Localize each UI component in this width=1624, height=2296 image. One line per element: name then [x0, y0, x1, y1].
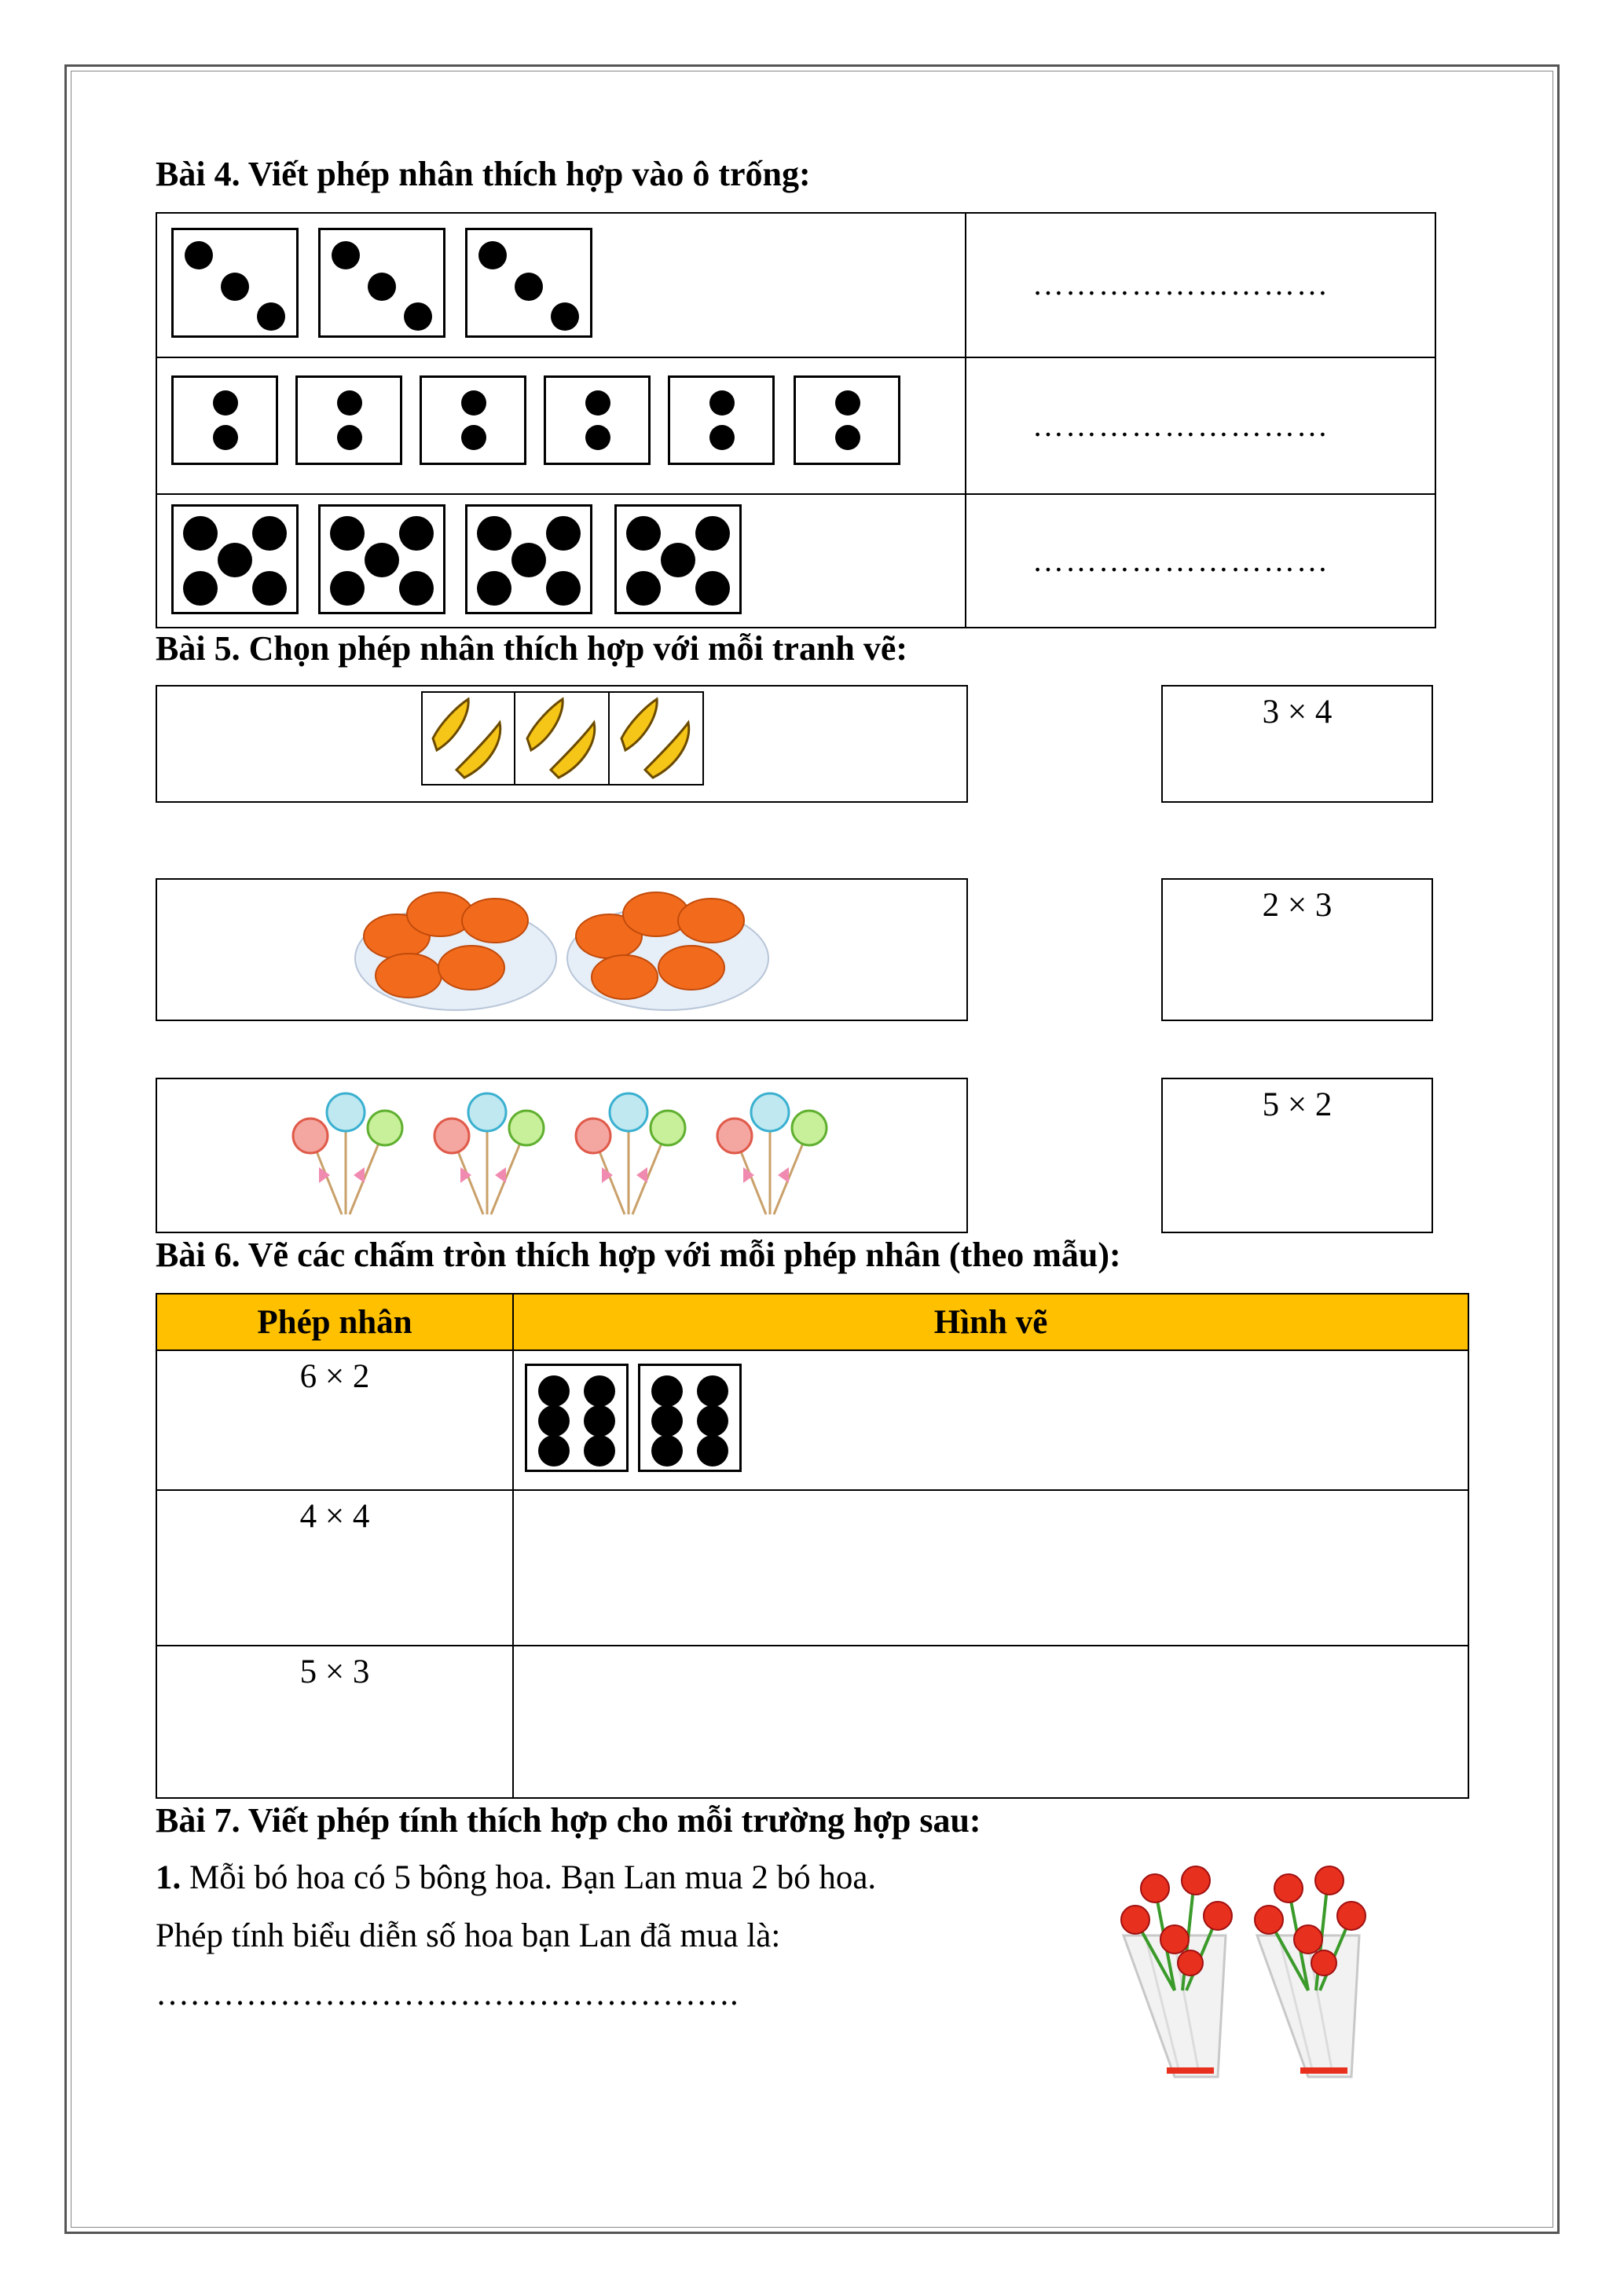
die-five	[465, 504, 592, 614]
flower-bouquets-icon	[1100, 1865, 1399, 2085]
bai5-option-1[interactable]: 3 × 4	[1161, 685, 1433, 803]
die-two	[295, 375, 402, 465]
bananas-icon	[421, 691, 704, 787]
bai6-table	[156, 1293, 1469, 1799]
bai4-row1-answer[interactable]: ………………………	[965, 212, 1436, 358]
bai4-row3-picture	[156, 493, 966, 628]
bai6-row2-expr: 4 × 4	[156, 1490, 513, 1646]
die-two	[171, 375, 278, 465]
orange-plates-icon	[354, 881, 778, 1015]
bai6-row1-expr: 6 × 2	[156, 1350, 513, 1490]
die-five	[614, 504, 742, 614]
bai4-row2-answer[interactable]: ………………………	[965, 357, 1436, 495]
die-five	[171, 504, 299, 614]
bai5-option-2[interactable]: 2 × 3	[1161, 878, 1433, 1021]
bai4-title: Bài 4. Viết phép nhân thích hợp vào ô trống:	[156, 155, 811, 193]
die-two	[544, 375, 651, 465]
bai5-title: Bài 5. Chọn phép nhân thích hợp với mỗi tranh vẽ:	[156, 629, 908, 668]
bai7-prompt: Phép tính biểu diễn số hoa bạn Lan đã mua là:	[156, 1917, 781, 1954]
bai4-row3-answer[interactable]: ………………………	[965, 493, 1436, 628]
die-three	[318, 228, 445, 338]
bai5-option-3[interactable]: 5 × 2	[1161, 1078, 1433, 1233]
die-five	[318, 504, 445, 614]
header-phep-nhan: Phép nhân	[156, 1294, 513, 1350]
bai7-item-1: 1. Mỗi bó hoa có 5 bông hoa. Bạn Lan mua 2 bó hoa.	[156, 1859, 877, 1896]
bai6-row3-expr: 5 × 3	[156, 1646, 513, 1798]
bai6-title: Bài 6. Vẽ các chấm tròn thích hợp với mỗi phép nhân (theo mẫu):	[156, 1236, 1121, 1274]
bai7-title: Bài 7. Viết phép tính thích hợp cho mỗi trường hợp sau:	[156, 1801, 981, 1840]
six-dots-box	[638, 1364, 742, 1472]
bai5-picture-bananas	[156, 685, 968, 803]
bai5-picture-lollipops	[156, 1078, 968, 1233]
die-two	[794, 375, 900, 465]
bai6-row1-drawing[interactable]	[513, 1350, 1468, 1490]
bai6-row3-drawing[interactable]	[513, 1646, 1468, 1798]
bai7-answer-line[interactable]: …………………………………………….	[156, 1976, 739, 2012]
die-two	[420, 375, 526, 465]
die-three	[465, 228, 592, 338]
die-two	[668, 375, 775, 465]
bai6-row2-drawing[interactable]	[513, 1490, 1468, 1646]
bai4-row1-picture	[156, 212, 966, 358]
lollipops-icon	[283, 1081, 849, 1230]
die-three	[171, 228, 299, 338]
six-dots-box	[525, 1364, 629, 1472]
bai5-picture-oranges	[156, 878, 968, 1021]
bai4-row2-picture	[156, 357, 966, 495]
header-hinh-ve: Hình vẽ	[513, 1294, 1468, 1350]
